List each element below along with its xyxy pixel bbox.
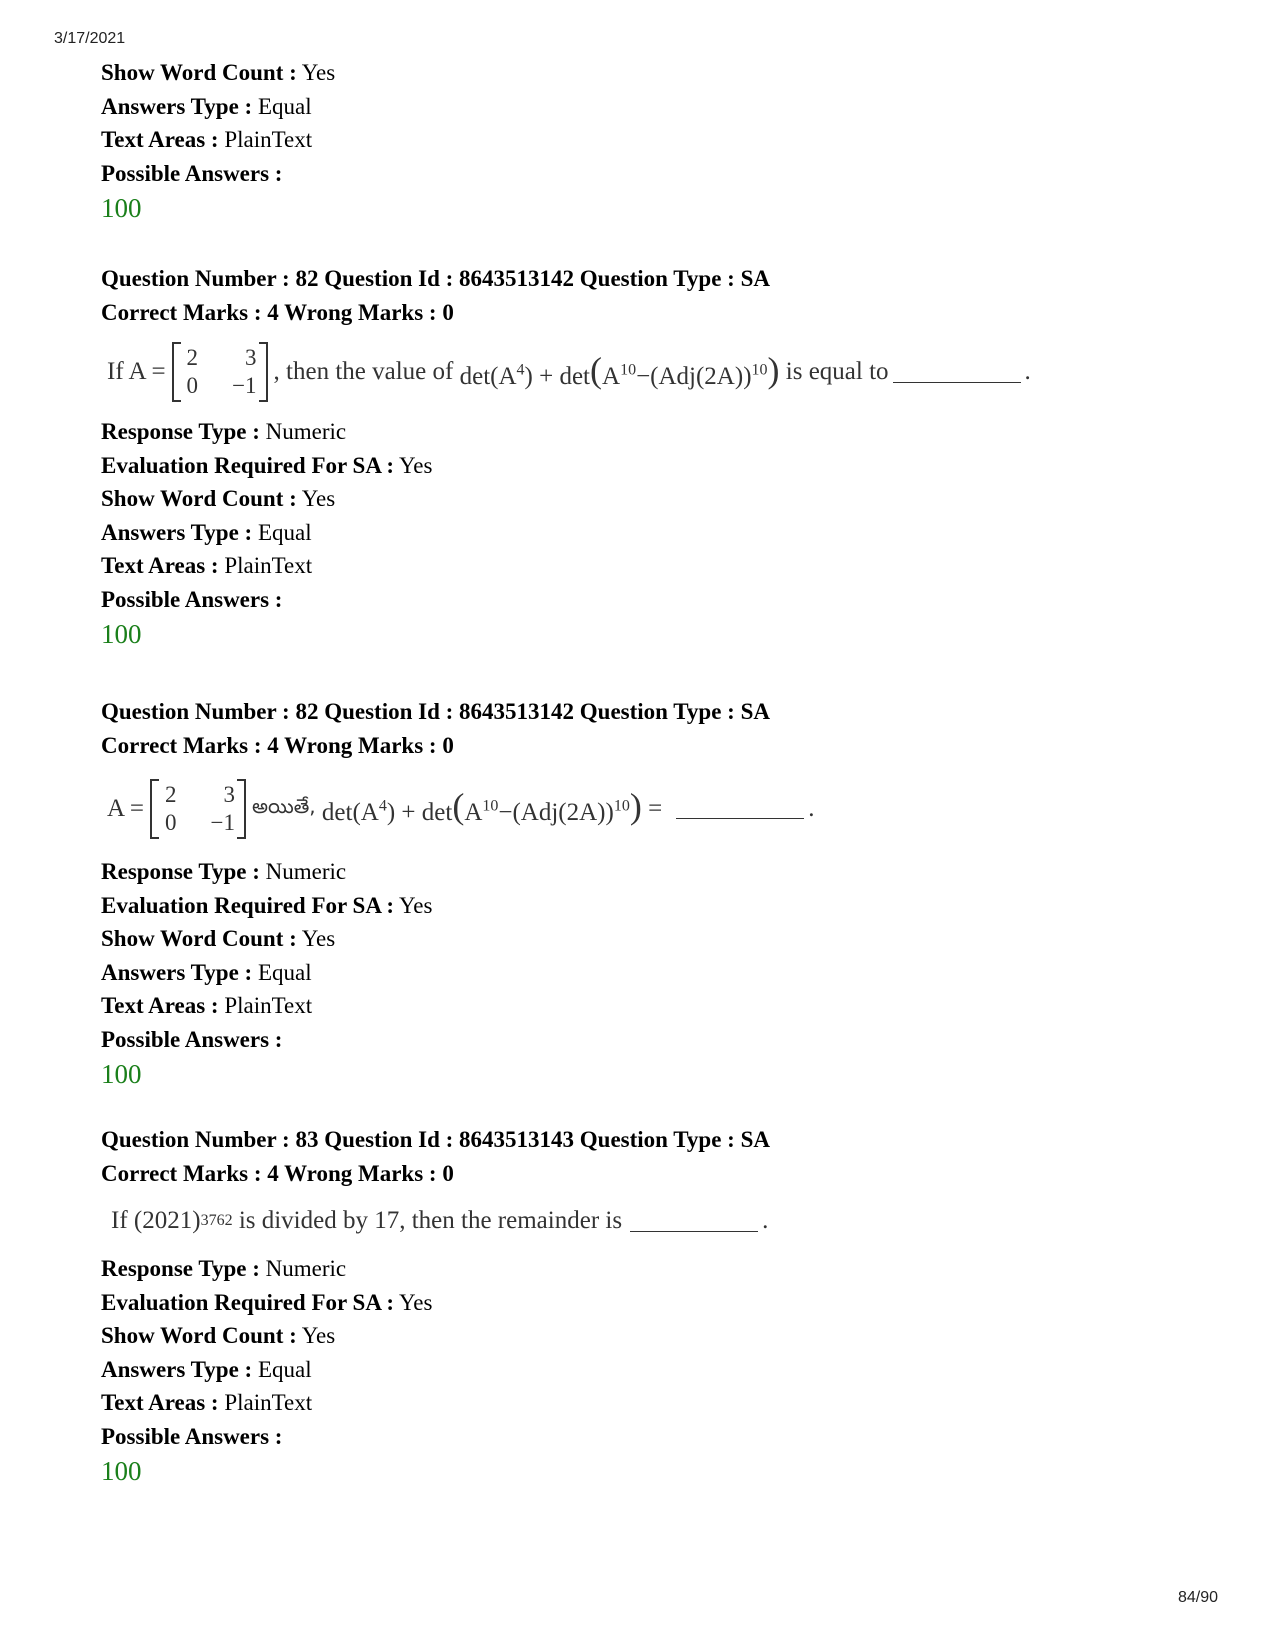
matrix-cell: 0 <box>165 809 177 835</box>
possible-answer-value: 100 <box>101 1059 142 1089</box>
possible-answers-row: Possible Answers : <box>101 586 283 612</box>
equals-sign: = <box>648 794 663 822</box>
answers-type-row: Answers Type : Equal <box>101 519 312 545</box>
response-type-row: Response Type : Numeric <box>101 859 347 884</box>
text-areas-row: Text Areas : PlainText <box>101 553 313 578</box>
stem-suffix: is equal to <box>785 358 889 385</box>
answer-blank <box>676 798 804 819</box>
possible-answer-value: 100 <box>101 1456 142 1486</box>
answer-blank <box>630 1211 758 1232</box>
det-expression: $\det(A^4) + \det(A^{10}-(Adj(2A))^{10})$ <box>459 349 780 390</box>
matrix-a <box>150 779 246 839</box>
stem-prefix: A = <box>107 794 145 822</box>
answers-type-row: Answers Type : Equal <box>101 959 312 985</box>
evaluation-required-row: Evaluation Required For SA : Yes <box>101 452 433 478</box>
question-marks: Correct Marks : 4 Wrong Marks : 0 <box>101 299 454 325</box>
possible-answers-row: Possible Answers : <box>101 160 283 186</box>
stem-suffix: is divided by 17, then the remainder is <box>232 1207 623 1234</box>
question-stem: If A = 2 3 0 −1 , then the value of $\det(A^4) + \det(A^{10}-(Adj(2A))^{10})$ is equal to . <box>101 329 1221 415</box>
stem-prefix: If A = <box>107 358 166 385</box>
question-header: Question Number : 82 Question Id : 8643513142 Question Type : SA <box>101 266 770 291</box>
matrix-cell: −1 <box>232 373 257 398</box>
matrix-cell: 3 <box>245 345 257 370</box>
matrix-cell: 0 <box>186 373 199 398</box>
matrix-cell: 2 <box>186 345 199 370</box>
stem-mid: , then the value of <box>273 358 454 385</box>
question-block <box>101 262 1221 652</box>
show-word-count-row: Show Word Count : Yes <box>101 60 336 85</box>
matrix-cell: −1 <box>210 809 236 835</box>
matrix-cell: 3 <box>223 781 236 807</box>
question-header: Question Number : 82 Question Id : 8643513142 Question Type : SA <box>101 699 770 724</box>
stem-prefix: If (2021) <box>111 1207 201 1234</box>
answer-blank <box>893 362 1021 383</box>
exponent: 3762 <box>200 1212 233 1229</box>
question-marks: Correct Marks : 4 Wrong Marks : 0 <box>101 732 454 758</box>
response-type-row: Response Type : Numeric <box>101 1256 347 1281</box>
telugu-text: అయితే, <box>252 794 316 818</box>
question-stem: A = 2 3 0 −1 అయితే, $\det(A^4) + \det(A^{10}-(Adj(2A))^{10})$ = . <box>101 762 1221 855</box>
show-word-count-row: Show Word Count : Yes <box>101 926 336 951</box>
question-marks: Correct Marks : 4 Wrong Marks : 0 <box>101 1160 454 1186</box>
evaluation-required-row: Evaluation Required For SA : Yes <box>101 1289 433 1315</box>
page-number: 84/90 <box>1178 1589 1219 1606</box>
possible-answers-row: Possible Answers : <box>101 1423 283 1449</box>
question-block <box>101 1123 1221 1489</box>
question-header: Question Number : 83 Question Id : 8643513143 Question Type : SA <box>101 1127 770 1152</box>
possible-answer-value: 100 <box>101 619 142 649</box>
question-block <box>101 695 1221 1092</box>
matrix-cell: 2 <box>165 781 177 807</box>
possible-answers-row: Possible Answers : <box>101 1026 283 1052</box>
evaluation-required-row: Evaluation Required For SA : Yes <box>101 892 433 918</box>
answers-type-row: Answers Type : Equal <box>101 1356 312 1382</box>
possible-answer-value: 100 <box>101 193 142 223</box>
det-expression: $\det(A^4) + \det(A^{10}-(Adj(2A))^{10})$ <box>321 786 642 826</box>
answers-type-row: Answers Type : Equal <box>101 93 312 119</box>
matrix-a <box>172 342 268 402</box>
previous-question-tail <box>101 56 1221 226</box>
text-areas-row: Text Areas : PlainText <box>101 127 313 152</box>
question-stem: If (2021) 3762 is divided by 17, then the remainder is . <box>111 1207 769 1234</box>
text-areas-row: Text Areas : PlainText <box>101 1390 313 1415</box>
print-date: 3/17/2021 <box>54 30 126 47</box>
show-word-count-row: Show Word Count : Yes <box>101 486 336 511</box>
response-type-row: Response Type : Numeric <box>101 419 347 444</box>
text-areas-row: Text Areas : PlainText <box>101 993 313 1018</box>
show-word-count-row: Show Word Count : Yes <box>101 1323 336 1348</box>
